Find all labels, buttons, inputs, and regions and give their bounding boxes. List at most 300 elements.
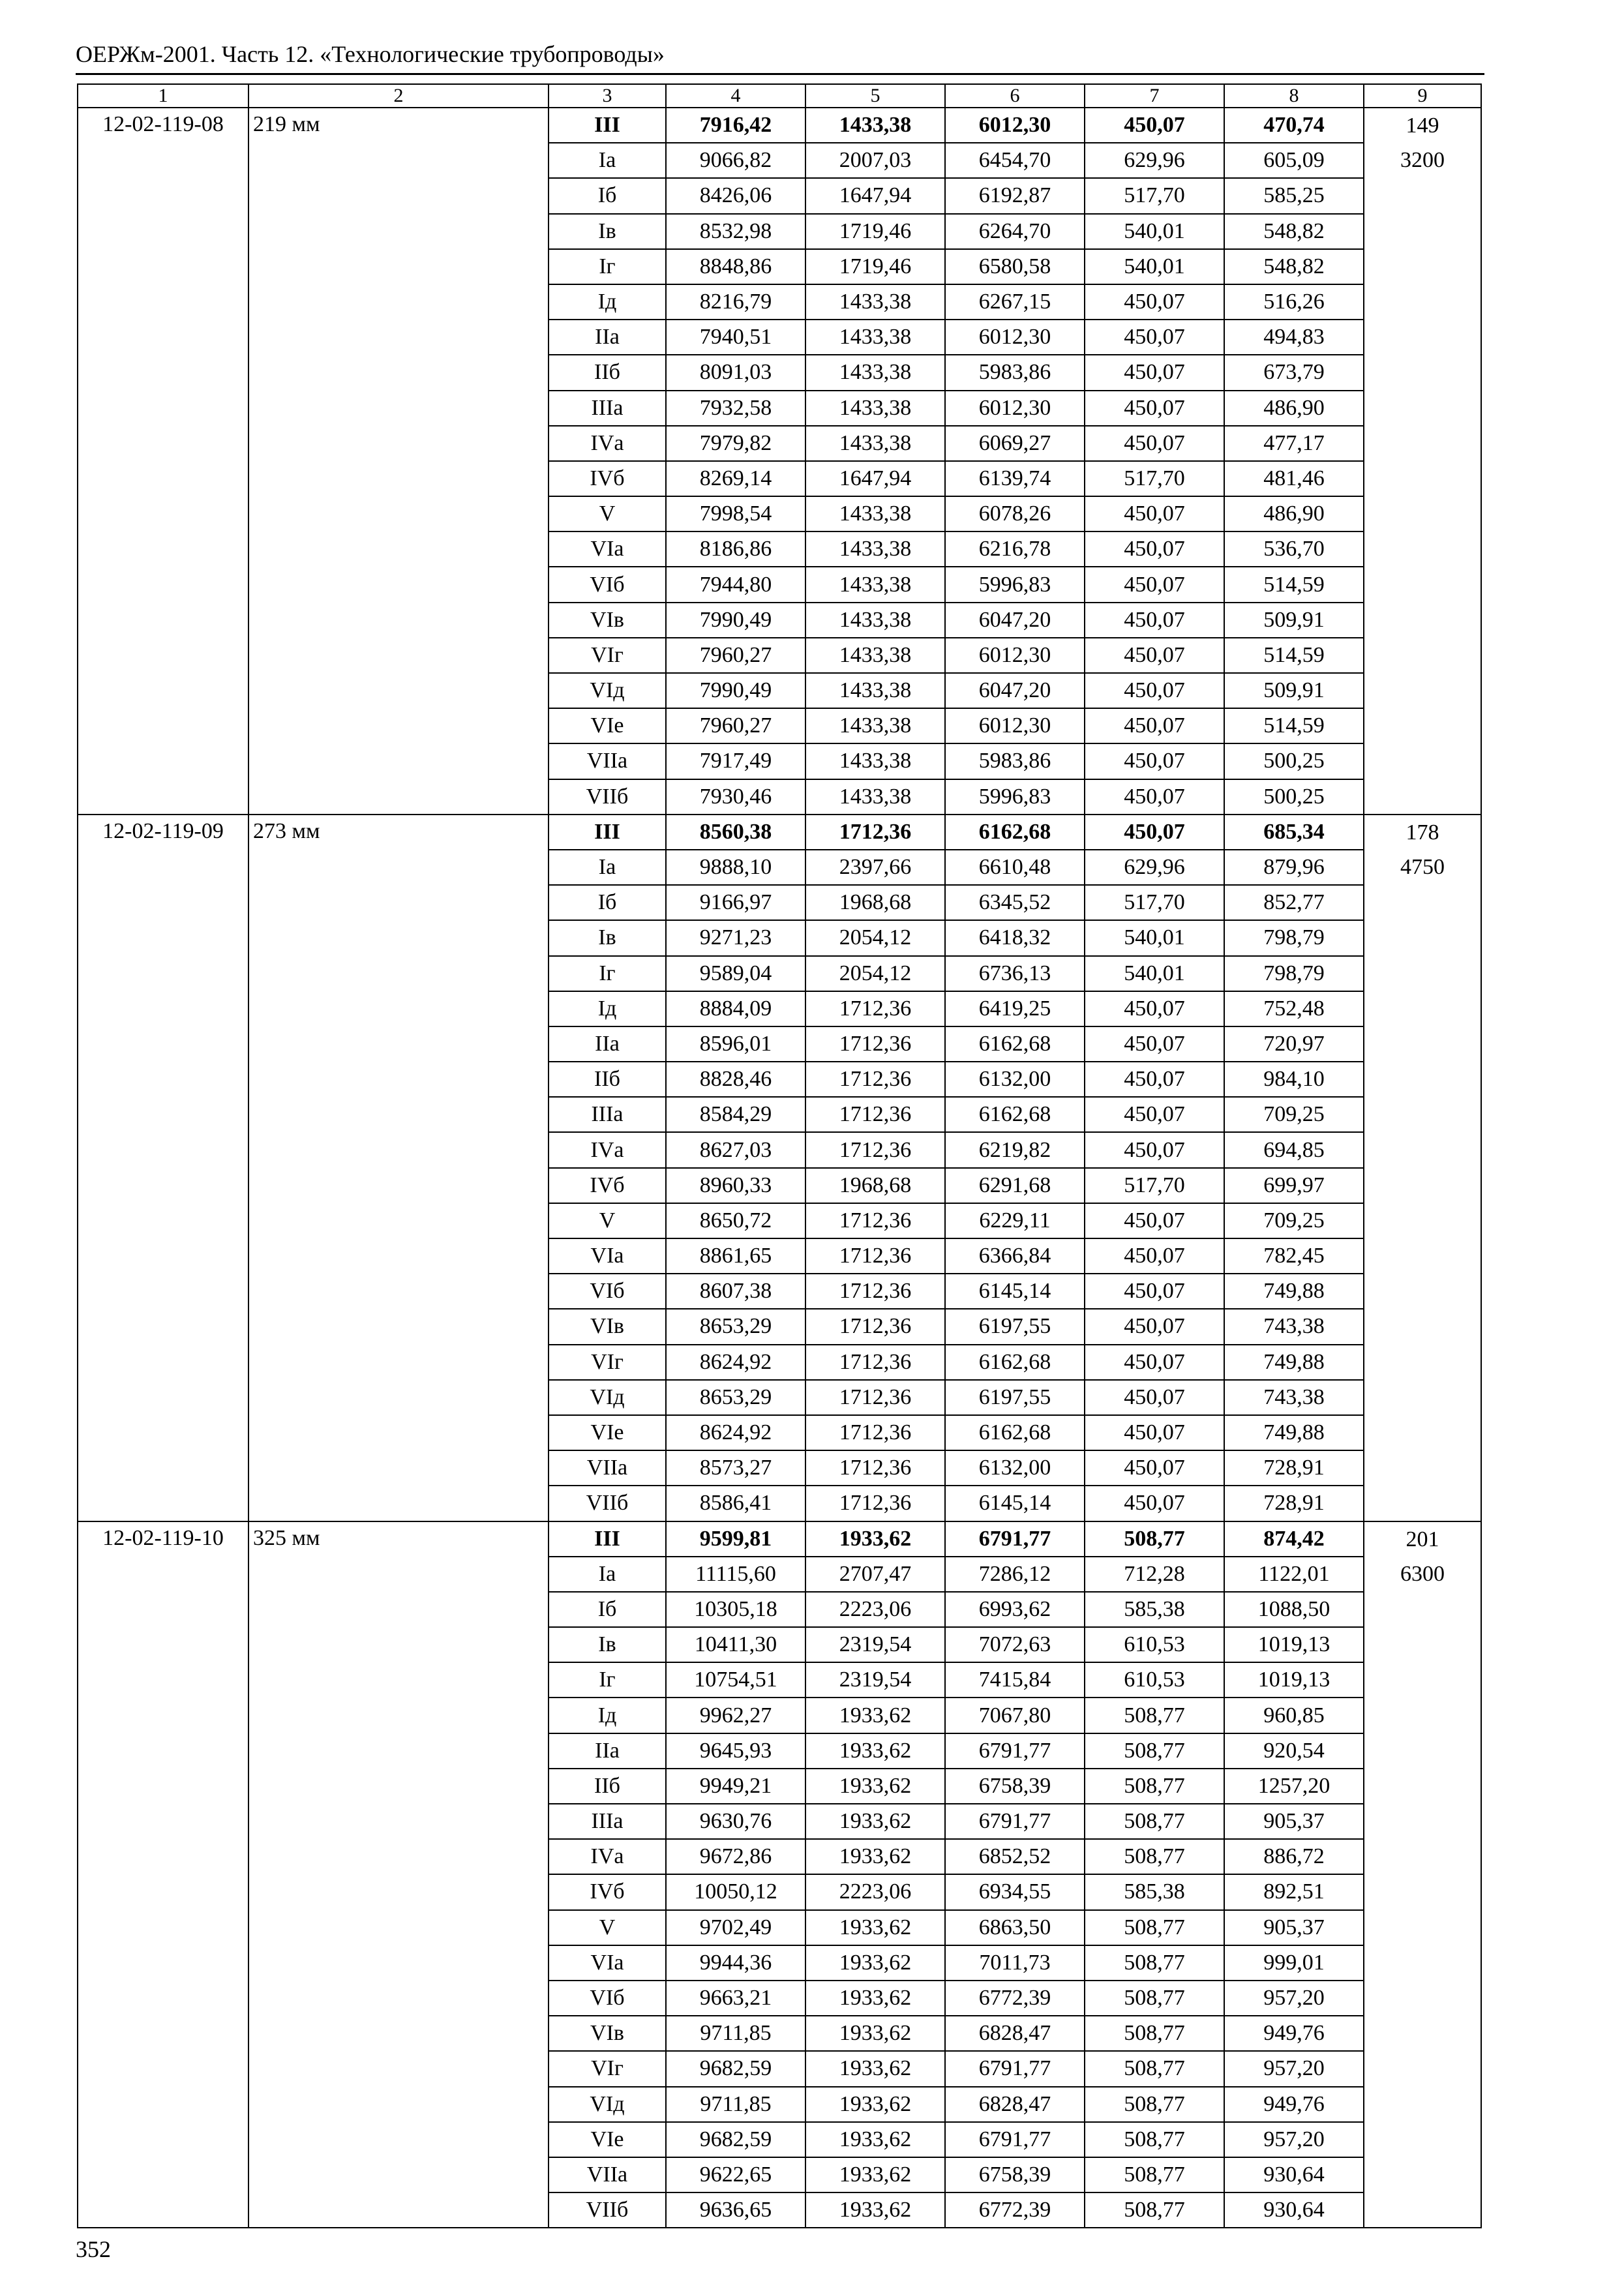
materials-cell: 798,79 <box>1224 956 1364 991</box>
wages-cell: 1968,68 <box>805 1168 945 1203</box>
total-cost-cell: 8607,38 <box>666 1274 805 1309</box>
materials-cell: 1019,13 <box>1224 1662 1364 1698</box>
materials-cell: 852,77 <box>1224 885 1364 920</box>
zone-cell: VIе <box>549 1415 666 1450</box>
total-cost-cell: 8848,86 <box>666 249 805 284</box>
machines-cell: 6145,14 <box>945 1274 1085 1309</box>
wages-cell: 1712,36 <box>805 1450 945 1486</box>
machinists-wages-cell: 450,07 <box>1085 391 1224 426</box>
zone-cell: IIб <box>549 1062 666 1097</box>
machines-cell: 7011,73 <box>945 1945 1085 1981</box>
pipe-diameter: 219 мм <box>248 108 549 815</box>
machinists-wages-cell: 629,96 <box>1085 143 1224 178</box>
zone-cell: VIа <box>549 1945 666 1981</box>
total-cost-cell: 9066,82 <box>666 143 805 178</box>
total-cost-cell: 9622,65 <box>666 2157 805 2192</box>
machines-cell: 6047,20 <box>945 673 1085 708</box>
col9-value: 4750 <box>1400 854 1445 879</box>
price-table <box>77 83 1482 2228</box>
machinists-wages-cell: 540,01 <box>1085 920 1224 955</box>
machines-cell: 6758,39 <box>945 2157 1085 2192</box>
machinists-wages-cell: 712,28 <box>1085 1557 1224 1592</box>
machinists-wages-cell: 450,07 <box>1085 108 1224 143</box>
machinists-wages-cell: 508,77 <box>1085 2157 1224 2192</box>
col9-value: 201 <box>1406 1527 1439 1551</box>
wages-cell: 1933,62 <box>805 1804 945 1839</box>
machines-cell: 6828,47 <box>945 2016 1085 2051</box>
zone-cell: Iа <box>549 1557 666 1592</box>
total-cost-cell: 9949,21 <box>666 1769 805 1804</box>
materials-cell: 999,01 <box>1224 1945 1364 1981</box>
wages-cell: 1968,68 <box>805 885 945 920</box>
wages-cell: 2319,54 <box>805 1662 945 1698</box>
zone-cell: IIб <box>549 1769 666 1804</box>
zone-cell: VIIа <box>549 2157 666 2192</box>
wages-cell: 1433,38 <box>805 355 945 390</box>
total-cost-cell: 9166,97 <box>666 885 805 920</box>
total-cost-cell: 9645,93 <box>666 1733 805 1769</box>
total-cost-cell: 8627,03 <box>666 1132 805 1167</box>
zone-cell: VIв <box>549 603 666 638</box>
machinists-wages-cell: 508,77 <box>1085 1910 1224 1945</box>
machinists-wages-cell: 508,77 <box>1085 1698 1224 1733</box>
machinists-wages-cell: 585,38 <box>1085 1592 1224 1627</box>
zone-cell: Iв <box>549 920 666 955</box>
total-cost-cell: 8653,29 <box>666 1309 805 1344</box>
machines-cell: 6264,70 <box>945 214 1085 249</box>
machines-cell: 6772,39 <box>945 1981 1085 2016</box>
total-cost-cell: 9636,65 <box>666 2192 805 2228</box>
zone-cell: IIа <box>549 1026 666 1062</box>
machines-cell: 6791,77 <box>945 2051 1085 2086</box>
machines-cell: 6419,25 <box>945 991 1085 1026</box>
machines-cell: 7067,80 <box>945 1698 1085 1733</box>
machinists-wages-cell: 610,53 <box>1085 1662 1224 1698</box>
wages-cell: 2397,66 <box>805 850 945 885</box>
materials-cell: 514,59 <box>1224 708 1364 743</box>
total-cost-cell: 8624,92 <box>666 1415 805 1450</box>
wages-cell: 1933,62 <box>805 1769 945 1804</box>
materials-cell: 749,88 <box>1224 1415 1364 1450</box>
machinists-wages-cell: 450,07 <box>1085 603 1224 638</box>
total-cost-cell: 8828,46 <box>666 1062 805 1097</box>
machinists-wages-cell: 508,77 <box>1085 1804 1224 1839</box>
total-cost-cell: 9672,86 <box>666 1839 805 1874</box>
col9-value: 6300 <box>1400 1561 1445 1586</box>
wages-cell: 1433,38 <box>805 603 945 638</box>
wages-cell: 2054,12 <box>805 920 945 955</box>
col9-value: 149 <box>1406 113 1439 138</box>
zone-cell: VIIб <box>549 779 666 815</box>
total-cost-cell: 9599,81 <box>666 1521 805 1557</box>
zone-cell: Iб <box>549 1592 666 1627</box>
materials-cell: 728,91 <box>1224 1486 1364 1521</box>
zone-cell: VIг <box>549 638 666 673</box>
materials-cell: 892,51 <box>1224 1874 1364 1909</box>
zone-cell: VIг <box>549 1345 666 1380</box>
materials-cell: 585,25 <box>1224 178 1364 213</box>
materials-cell: 960,85 <box>1224 1698 1364 1733</box>
total-cost-cell: 9271,23 <box>666 920 805 955</box>
machinists-wages-cell: 450,07 <box>1085 1097 1224 1132</box>
zone-cell: Iг <box>549 1662 666 1698</box>
labor-and-mass-cell <box>1364 108 1481 815</box>
col9-value: 3200 <box>1400 148 1445 172</box>
wages-cell: 1433,38 <box>805 567 945 602</box>
wages-cell: 1933,62 <box>805 1521 945 1557</box>
machinists-wages-cell: 508,77 <box>1085 1839 1224 1874</box>
machinists-wages-cell: 450,07 <box>1085 991 1224 1026</box>
wages-cell: 1712,36 <box>805 1097 945 1132</box>
materials-cell: 516,26 <box>1224 284 1364 320</box>
machines-cell: 6162,68 <box>945 1026 1085 1062</box>
zone-cell: IVб <box>549 461 666 496</box>
total-cost-cell: 9589,04 <box>666 956 805 991</box>
zone-cell: V <box>549 1203 666 1238</box>
machines-cell: 6219,82 <box>945 1132 1085 1167</box>
zone-cell: Iб <box>549 885 666 920</box>
machines-cell: 7286,12 <box>945 1557 1085 1592</box>
zone-cell: Iг <box>549 249 666 284</box>
machinists-wages-cell: 508,77 <box>1085 2192 1224 2228</box>
zone-cell: VIб <box>549 567 666 602</box>
machinists-wages-cell: 450,07 <box>1085 1062 1224 1097</box>
total-cost-cell: 9682,59 <box>666 2051 805 2086</box>
materials-cell: 930,64 <box>1224 2192 1364 2228</box>
machines-cell: 5983,86 <box>945 355 1085 390</box>
wages-cell: 1647,94 <box>805 461 945 496</box>
machinists-wages-cell: 540,01 <box>1085 214 1224 249</box>
wages-cell: 2707,47 <box>805 1557 945 1592</box>
zone-cell: IVб <box>549 1874 666 1909</box>
machines-cell: 6993,62 <box>945 1592 1085 1627</box>
machines-cell: 6197,55 <box>945 1380 1085 1415</box>
total-cost-cell: 8624,92 <box>666 1345 805 1380</box>
materials-cell: 673,79 <box>1224 355 1364 390</box>
zone-cell: VIIа <box>549 1450 666 1486</box>
wages-cell: 1433,38 <box>805 391 945 426</box>
total-cost-cell: 7917,49 <box>666 743 805 779</box>
machinists-wages-cell: 450,07 <box>1085 320 1224 355</box>
machinists-wages-cell: 450,07 <box>1085 1345 1224 1380</box>
machines-cell: 7072,63 <box>945 1627 1085 1662</box>
table-row <box>78 1521 1481 1557</box>
wages-cell: 1433,38 <box>805 284 945 320</box>
materials-cell: 743,38 <box>1224 1380 1364 1415</box>
price-table-body <box>78 84 1481 2228</box>
machinists-wages-cell: 508,77 <box>1085 2122 1224 2157</box>
materials-cell: 886,72 <box>1224 1839 1364 1874</box>
zone-cell: VIIб <box>549 2192 666 2228</box>
zone-cell: VIв <box>549 2016 666 2051</box>
machines-cell: 6012,30 <box>945 320 1085 355</box>
wages-cell: 1712,36 <box>805 1415 945 1450</box>
machinists-wages-cell: 450,07 <box>1085 743 1224 779</box>
total-cost-cell: 8186,86 <box>666 531 805 567</box>
materials-cell: 752,48 <box>1224 991 1364 1026</box>
materials-cell: 694,85 <box>1224 1132 1364 1167</box>
wages-cell: 1933,62 <box>805 2192 945 2228</box>
machinists-wages-cell: 508,77 <box>1085 1945 1224 1981</box>
machinists-wages-cell: 450,07 <box>1085 284 1224 320</box>
zone-cell: IVа <box>549 426 666 461</box>
materials-cell: 743,38 <box>1224 1309 1364 1344</box>
wages-cell: 1433,38 <box>805 743 945 779</box>
machinists-wages-cell: 450,07 <box>1085 426 1224 461</box>
machines-cell: 6216,78 <box>945 531 1085 567</box>
zone-cell: Iг <box>549 956 666 991</box>
machinists-wages-cell: 450,07 <box>1085 1026 1224 1062</box>
total-cost-cell: 7998,54 <box>666 496 805 531</box>
column-number: 7 <box>1085 84 1224 108</box>
zone-cell: IVа <box>549 1839 666 1874</box>
machinists-wages-cell: 450,07 <box>1085 1238 1224 1274</box>
machines-cell: 6012,30 <box>945 638 1085 673</box>
materials-cell: 500,25 <box>1224 779 1364 815</box>
total-cost-cell: 10305,18 <box>666 1592 805 1627</box>
total-cost-cell: 9711,85 <box>666 2016 805 2051</box>
machines-cell: 6934,55 <box>945 1874 1085 1909</box>
zone-cell: VIе <box>549 708 666 743</box>
machines-cell: 6012,30 <box>945 708 1085 743</box>
rate-code: 12-02-119-10 <box>78 1521 248 2228</box>
pipe-diameter: 273 мм <box>248 815 549 1521</box>
materials-cell: 879,96 <box>1224 850 1364 885</box>
total-cost-cell: 9962,27 <box>666 1698 805 1733</box>
total-cost-cell: 10050,12 <box>666 1874 805 1909</box>
zone-cell: Iа <box>549 850 666 885</box>
wages-cell: 2223,06 <box>805 1592 945 1627</box>
machines-cell: 5983,86 <box>945 743 1085 779</box>
machines-cell: 6736,13 <box>945 956 1085 991</box>
machinists-wages-cell: 508,77 <box>1085 1769 1224 1804</box>
total-cost-cell: 8653,29 <box>666 1380 805 1415</box>
wages-cell: 1433,38 <box>805 426 945 461</box>
materials-cell: 486,90 <box>1224 391 1364 426</box>
machinists-wages-cell: 450,07 <box>1085 708 1224 743</box>
total-cost-cell: 9682,59 <box>666 2122 805 2157</box>
zone-cell: VIа <box>549 531 666 567</box>
zone-cell: VIа <box>549 1238 666 1274</box>
materials-cell: 905,37 <box>1224 1910 1364 1945</box>
wages-cell: 1719,46 <box>805 249 945 284</box>
machines-cell: 6791,77 <box>945 1733 1085 1769</box>
wages-cell: 1433,38 <box>805 708 945 743</box>
wages-cell: 1933,62 <box>805 2016 945 2051</box>
machines-cell: 6145,14 <box>945 1486 1085 1521</box>
machines-cell: 6366,84 <box>945 1238 1085 1274</box>
total-cost-cell: 8584,29 <box>666 1097 805 1132</box>
total-cost-cell: 8269,14 <box>666 461 805 496</box>
total-cost-cell: 7990,49 <box>666 603 805 638</box>
zone-cell: VIг <box>549 2051 666 2086</box>
machinists-wages-cell: 450,07 <box>1085 1380 1224 1415</box>
total-cost-cell: 8884,09 <box>666 991 805 1026</box>
zone-cell: IIб <box>549 355 666 390</box>
zone-cell: VIд <box>549 673 666 708</box>
table-row <box>78 815 1481 850</box>
machinists-wages-cell: 508,77 <box>1085 2087 1224 2122</box>
wages-cell: 1933,62 <box>805 2051 945 2086</box>
machinists-wages-cell: 508,77 <box>1085 1981 1224 2016</box>
materials-cell: 477,17 <box>1224 426 1364 461</box>
machines-cell: 6132,00 <box>945 1450 1085 1486</box>
materials-cell: 605,09 <box>1224 143 1364 178</box>
materials-cell: 984,10 <box>1224 1062 1364 1097</box>
machinists-wages-cell: 517,70 <box>1085 1168 1224 1203</box>
machinists-wages-cell: 585,38 <box>1085 1874 1224 1909</box>
total-cost-cell: 8861,65 <box>666 1238 805 1274</box>
materials-cell: 548,82 <box>1224 214 1364 249</box>
materials-cell: 514,59 <box>1224 638 1364 673</box>
materials-cell: 709,25 <box>1224 1097 1364 1132</box>
page-header <box>76 39 1484 75</box>
total-cost-cell: 7960,27 <box>666 708 805 743</box>
machines-cell: 6454,70 <box>945 143 1085 178</box>
wages-cell: 1433,38 <box>805 531 945 567</box>
zone-cell: IVб <box>549 1168 666 1203</box>
column-number: 1 <box>78 84 248 108</box>
materials-cell: 749,88 <box>1224 1274 1364 1309</box>
machinists-wages-cell: 450,07 <box>1085 496 1224 531</box>
materials-cell: 920,54 <box>1224 1733 1364 1769</box>
wages-cell: 1433,38 <box>805 673 945 708</box>
machinists-wages-cell: 450,07 <box>1085 567 1224 602</box>
machinists-wages-cell: 450,07 <box>1085 638 1224 673</box>
machinists-wages-cell: 517,70 <box>1085 885 1224 920</box>
zone-cell: Iв <box>549 1627 666 1662</box>
total-cost-cell: 10411,30 <box>666 1627 805 1662</box>
wages-cell: 1712,36 <box>805 1062 945 1097</box>
labor-and-mass-cell <box>1364 1521 1481 2228</box>
wages-cell: 1712,36 <box>805 1309 945 1344</box>
zone-cell: Iд <box>549 991 666 1026</box>
wages-cell: 1712,36 <box>805 1132 945 1167</box>
materials-cell: 509,91 <box>1224 673 1364 708</box>
materials-cell: 481,46 <box>1224 461 1364 496</box>
machines-cell: 6078,26 <box>945 496 1085 531</box>
machines-cell: 5996,83 <box>945 779 1085 815</box>
zone-cell: IIIа <box>549 1097 666 1132</box>
total-cost-cell: 7944,80 <box>666 567 805 602</box>
materials-cell: 949,76 <box>1224 2016 1364 2051</box>
zone-cell: Iд <box>549 284 666 320</box>
price-table-container <box>77 83 1482 2228</box>
machines-cell: 7415,84 <box>945 1662 1085 1698</box>
zone-cell: VIд <box>549 1380 666 1415</box>
wages-cell: 1933,62 <box>805 2122 945 2157</box>
wages-cell: 2007,03 <box>805 143 945 178</box>
zone-cell: VIIа <box>549 743 666 779</box>
total-cost-cell: 8560,38 <box>666 815 805 850</box>
materials-cell: 728,91 <box>1224 1450 1364 1486</box>
machinists-wages-cell: 508,77 <box>1085 2051 1224 2086</box>
total-cost-cell: 8091,03 <box>666 355 805 390</box>
machines-cell: 6012,30 <box>945 391 1085 426</box>
zone-cell: VIв <box>549 1309 666 1344</box>
machines-cell: 6069,27 <box>945 426 1085 461</box>
zone-cell: Iд <box>549 1698 666 1733</box>
pipe-diameter: 325 мм <box>248 1521 549 2228</box>
machines-cell: 6863,50 <box>945 1910 1085 1945</box>
machinists-wages-cell: 450,07 <box>1085 1132 1224 1167</box>
materials-cell: 874,42 <box>1224 1521 1364 1557</box>
materials-cell: 782,45 <box>1224 1238 1364 1274</box>
machinists-wages-cell: 450,07 <box>1085 1203 1224 1238</box>
total-cost-cell: 9944,36 <box>666 1945 805 1981</box>
zone-cell: VIд <box>549 2087 666 2122</box>
materials-cell: 749,88 <box>1224 1345 1364 1380</box>
wages-cell: 1712,36 <box>805 1026 945 1062</box>
materials-cell: 509,91 <box>1224 603 1364 638</box>
header-divider <box>76 73 1484 75</box>
wages-cell: 1433,38 <box>805 779 945 815</box>
machines-cell: 6580,58 <box>945 249 1085 284</box>
machinists-wages-cell: 450,07 <box>1085 1415 1224 1450</box>
wages-cell: 1719,46 <box>805 214 945 249</box>
zone-cell: V <box>549 1910 666 1945</box>
machinists-wages-cell: 517,70 <box>1085 178 1224 213</box>
materials-cell: 1019,13 <box>1224 1627 1364 1662</box>
total-cost-cell: 7960,27 <box>666 638 805 673</box>
machines-cell: 6772,39 <box>945 2192 1085 2228</box>
machinists-wages-cell: 450,07 <box>1085 1486 1224 1521</box>
page-number: 352 <box>76 2236 111 2262</box>
machines-cell: 6012,30 <box>945 108 1085 143</box>
wages-cell: 1433,38 <box>805 496 945 531</box>
materials-cell: 930,64 <box>1224 2157 1364 2192</box>
machines-cell: 6132,00 <box>945 1062 1085 1097</box>
column-number: 8 <box>1224 84 1364 108</box>
column-number: 2 <box>248 84 549 108</box>
total-cost-cell: 8586,41 <box>666 1486 805 1521</box>
machines-cell: 6162,68 <box>945 815 1085 850</box>
materials-cell: 548,82 <box>1224 249 1364 284</box>
machinists-wages-cell: 450,07 <box>1085 1309 1224 1344</box>
zone-cell: Iб <box>549 178 666 213</box>
machines-cell: 6791,77 <box>945 1804 1085 1839</box>
zone-cell: VIIб <box>549 1486 666 1521</box>
machines-cell: 6345,52 <box>945 885 1085 920</box>
wages-cell: 1712,36 <box>805 1486 945 1521</box>
wages-cell: 2054,12 <box>805 956 945 991</box>
wages-cell: 1712,36 <box>805 991 945 1026</box>
wages-cell: 1933,62 <box>805 1733 945 1769</box>
machines-cell: 6192,87 <box>945 178 1085 213</box>
zone-cell: VIб <box>549 1274 666 1309</box>
materials-cell: 500,25 <box>1224 743 1364 779</box>
zone-cell: IVа <box>549 1132 666 1167</box>
materials-cell: 957,20 <box>1224 1981 1364 2016</box>
column-number-row <box>78 84 1481 108</box>
machines-cell: 6852,52 <box>945 1839 1085 1874</box>
total-cost-cell: 7979,82 <box>666 426 805 461</box>
total-cost-cell: 9663,21 <box>666 1981 805 2016</box>
zone-cell: VIе <box>549 2122 666 2157</box>
machines-cell: 6267,15 <box>945 284 1085 320</box>
machinists-wages-cell: 540,01 <box>1085 956 1224 991</box>
machinists-wages-cell: 450,07 <box>1085 673 1224 708</box>
total-cost-cell: 7932,58 <box>666 391 805 426</box>
machines-cell: 6047,20 <box>945 603 1085 638</box>
wages-cell: 1933,62 <box>805 1981 945 2016</box>
document-title: ОЕРЖм-2001. Часть 12. «Технологические трубопроводы» <box>76 41 665 67</box>
machines-cell: 6162,68 <box>945 1415 1085 1450</box>
machines-cell: 6197,55 <box>945 1309 1085 1344</box>
materials-cell: 494,83 <box>1224 320 1364 355</box>
column-number: 6 <box>945 84 1085 108</box>
materials-cell: 486,90 <box>1224 496 1364 531</box>
